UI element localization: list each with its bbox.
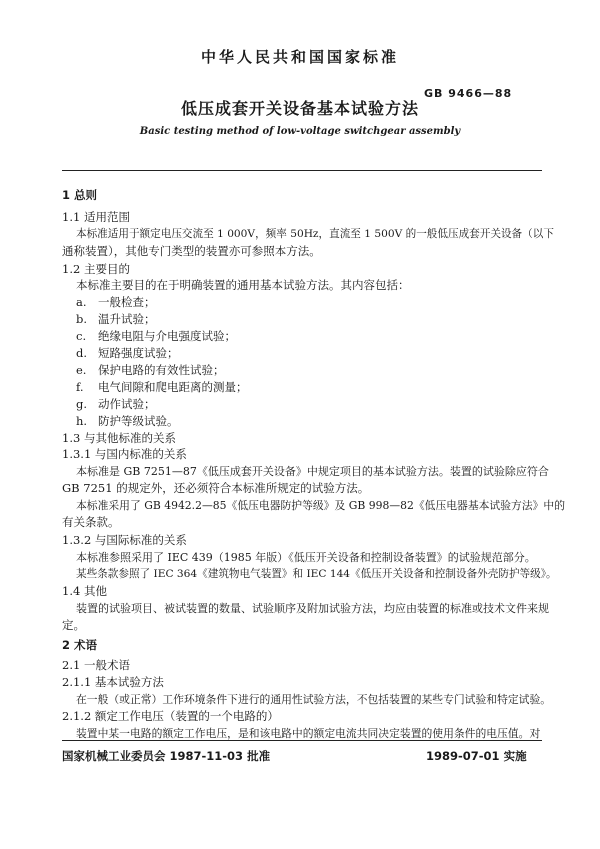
approval-line: 国家机械工业委员会 1987-11-03 批准 — [62, 749, 271, 763]
list-item: c. 绝缘电阻与介电强度试验； — [76, 329, 236, 343]
section-1-2-heading: 1.2 主要目的 — [62, 262, 130, 276]
section-2-1-2-heading: 2.1.2 额定工作电压（装置的一个电路的） — [62, 709, 279, 723]
section-1-3-2-heading: 1.3.2 与国际标准的关系 — [62, 533, 187, 547]
list-item: e. 保护电路的有效性试验； — [76, 363, 225, 377]
section-1-4-line1: 装置的试验项目、被试装置的数量、试验顺序及附加试验方法，均应由装置的标准或技术文件来规 — [76, 602, 549, 615]
list-item: d. 短路强度试验； — [76, 346, 179, 360]
section-1-3-1-p1-line1: 本标准是 GB 7251—87《低压成套开关设备》中规定项目的基本试验方法。装置的试验除应符合 — [76, 465, 549, 478]
section-1-1-text-line1: 本标准适用于额定电压交流至 1 000V，频率 50Hz，直流至 1 500V 的一般低压成套开关设备（以下 — [76, 228, 554, 240]
document-title-english: Basic testing method of low-voltage switchgear assembly — [139, 126, 461, 137]
national-standard-title: 中华人民共和国国家标准 — [200, 48, 399, 66]
section-2-1-1-heading: 2.1.1 基本试验方法 — [62, 675, 164, 689]
list-item: b. 温升试验； — [76, 312, 156, 326]
section-1-3-2-p1: 本标准参照采用了 IEC 439（1985 年版）《低压开关设备和控制设备装置》的试验规范部分。 — [76, 551, 536, 564]
section-1-1-heading: 1.1 适用范围 — [62, 210, 130, 224]
section-2-1-2-text: 装置中某一电路的额定工作电压，是和该电路中的额定电流共同决定装置的使用条件的电压值。对 — [76, 727, 541, 740]
section-2-1-1-text: 在一般（或正常）工作环境条件下进行的通用性试验方法，不包括装置的某些专门试验和特定试验。 — [76, 693, 552, 706]
section-1-2-intro: 本标准主要目的在于明确装置的通用基本试验方法。其内容包括： — [76, 278, 410, 292]
section-1-4-line2: 定。 — [62, 618, 85, 632]
standard-number: GB 9466—88 — [424, 87, 513, 100]
section-2-heading: 2 术语 — [62, 638, 98, 652]
section-1-3-1-heading: 1.3.1 与国内标准的关系 — [62, 447, 187, 461]
section-1-3-heading: 1.3 与其他标准的关系 — [62, 431, 176, 445]
section-1-3-1-p2-line2: 有关条款。 — [62, 515, 120, 529]
footer-rule — [62, 740, 542, 741]
list-item: g. 动作试验； — [76, 397, 156, 411]
section-1-3-1-p1-line2: GB 7251 的规定外，还必须符合本标准所规定的试验方法。 — [62, 481, 370, 495]
list-item: h. 防护等级试验。 — [76, 414, 179, 428]
section-1-heading: 1 总则 — [62, 188, 98, 202]
section-1-3-1-p2-line1: 本标准采用了 GB 4942.2—85《低压电器防护等级》及 GB 998—82《低压电器基本试验方法》中的 — [76, 499, 566, 512]
section-1-1-text-line2: 通称装置），其他专门类型的装置亦可参照本方法。 — [62, 244, 321, 258]
list-item: f. 电气间隙和爬电距离的测量； — [76, 380, 248, 394]
document-title: 低压成套开关设备基本试验方法 — [180, 99, 419, 118]
section-1-4-heading: 1.4 其他 — [62, 584, 107, 598]
header-divider — [62, 170, 542, 171]
list-item: a. 一般检查； — [76, 295, 156, 309]
implementation-date: 1989-07-01 实施 — [426, 749, 527, 763]
section-1-3-2-p2: 某些条款参照了 IEC 364《建筑物电气装置》和 IEC 144《低压开关设备和控制设备外壳防护等级》。 — [76, 568, 557, 580]
section-2-1-heading: 2.1 一般术语 — [62, 658, 130, 672]
